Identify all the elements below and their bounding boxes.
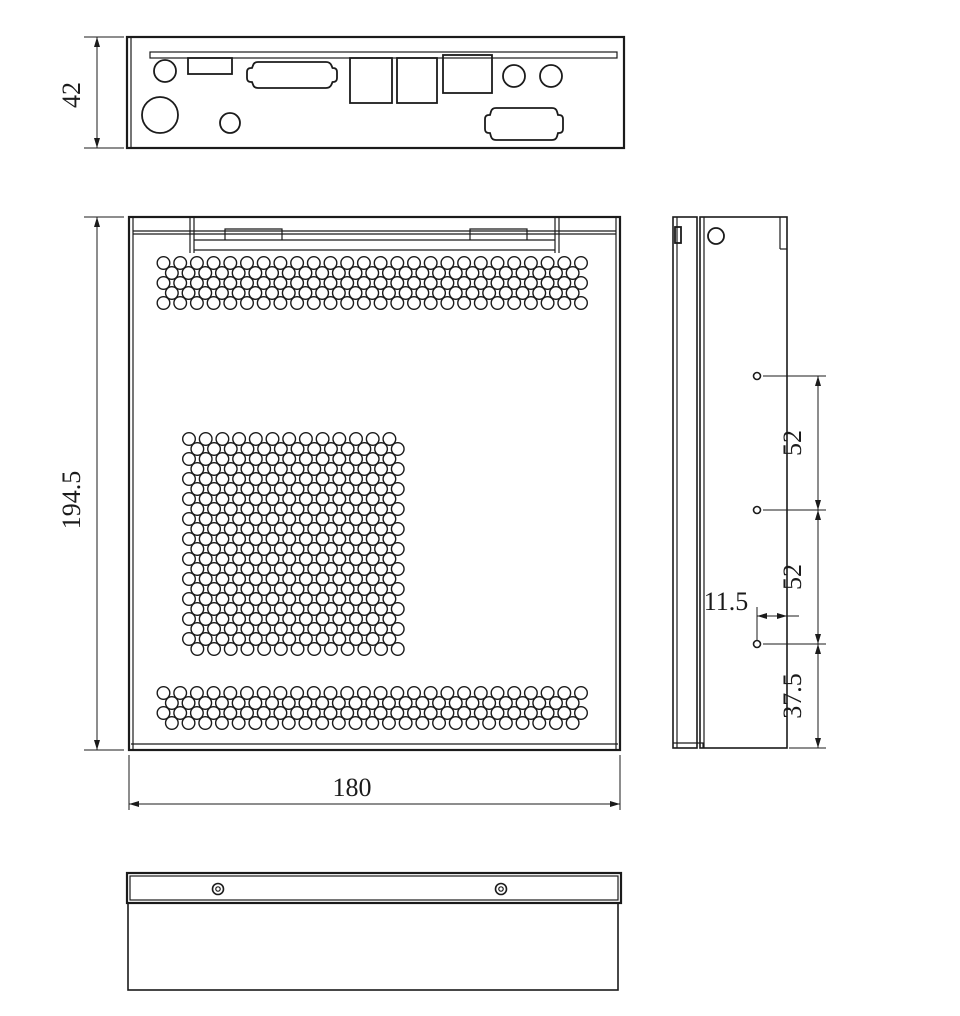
vent-hole: [374, 297, 387, 310]
vent-hole: [550, 717, 563, 730]
dim-text-37-5: 37.5: [778, 673, 807, 719]
arrowhead-right: [610, 801, 620, 807]
vent-band-top: [157, 257, 587, 310]
bottom-view: [127, 873, 621, 990]
round-hole-small-2: [220, 113, 240, 133]
d-sub-connector-top: [247, 62, 337, 88]
arrowhead-down: [94, 138, 100, 148]
arrowhead-down: [94, 740, 100, 750]
vent-hole: [558, 297, 571, 310]
arrowhead-up: [815, 510, 821, 520]
bottom-body-outline: [128, 903, 618, 990]
vent-hole: [224, 643, 237, 656]
vent-hole: [191, 297, 204, 310]
vent-hole: [157, 297, 170, 310]
vent-hole: [182, 717, 195, 730]
vent-hole: [232, 717, 245, 730]
vent-hole: [349, 717, 362, 730]
dimension-42: [57, 37, 124, 148]
side-body-outline: [700, 217, 787, 748]
vent-hole: [508, 297, 521, 310]
vent-hole: [475, 297, 488, 310]
dim-text-180: 180: [332, 773, 372, 802]
vent-hole: [483, 717, 496, 730]
vent-hole: [224, 297, 237, 310]
vent-hole: [325, 643, 338, 656]
vent-hole: [241, 643, 254, 656]
vent-hole: [575, 297, 588, 310]
vent-hole: [383, 717, 396, 730]
side-dimensions: [704, 376, 826, 748]
dim-text-52-upper: 52: [778, 430, 807, 456]
vent-hole: [316, 717, 329, 730]
arrowhead-up: [815, 376, 821, 386]
vent-hole: [466, 717, 479, 730]
vent-hole: [341, 297, 354, 310]
vent-hole: [416, 717, 429, 730]
vent-hole: [282, 717, 295, 730]
side-top-hole: [708, 228, 724, 244]
dim-text-194-5: 194.5: [57, 470, 86, 530]
vent-hole: [166, 717, 179, 730]
vent-hole: [424, 297, 437, 310]
vent-hole: [191, 643, 204, 656]
dim-text-11-5: 11.5: [703, 587, 749, 616]
mount-hole-1: [754, 373, 761, 380]
vent-hole: [399, 717, 412, 730]
bottom-band-outline: [127, 873, 621, 903]
vent-hole: [308, 643, 321, 656]
vent-hole: [341, 643, 354, 656]
vent-hole: [391, 643, 404, 656]
screw-hole-1-outer: [213, 884, 224, 895]
round-hole-small-1: [154, 60, 176, 82]
vent-hole: [291, 297, 304, 310]
vent-hole: [516, 717, 529, 730]
d-sub-connector-bottom: [485, 108, 563, 140]
mount-hole-2: [754, 507, 761, 514]
mount-hole-3: [754, 641, 761, 648]
round-jack-1: [503, 65, 525, 87]
vent-hole: [216, 717, 229, 730]
vent-hole: [324, 297, 337, 310]
vent-hole: [458, 297, 471, 310]
vent-hole: [207, 297, 220, 310]
square-port-2: [397, 58, 437, 103]
dimension-180: [129, 755, 620, 810]
arrowhead-up: [815, 644, 821, 654]
vent-hole: [358, 643, 371, 656]
square-port-3: [443, 55, 492, 93]
rear-panel-top-seam: [150, 52, 617, 58]
dim-text-42: 42: [57, 82, 86, 108]
side-flange-notch: [675, 227, 681, 243]
vent-hole: [433, 717, 446, 730]
vent-hole: [266, 717, 279, 730]
dimension-194-5: [57, 217, 124, 750]
vent-hole: [358, 297, 371, 310]
vent-hole: [274, 297, 287, 310]
screw-hole-1-inner: [216, 887, 220, 891]
bottom-band-inner: [130, 876, 618, 900]
vent-hole: [566, 717, 579, 730]
vent-hole: [391, 297, 404, 310]
square-port-1: [350, 58, 392, 103]
vent-hole: [533, 717, 546, 730]
vent-block-center: [183, 433, 404, 656]
vent-hole: [500, 717, 513, 730]
vent-hole: [299, 717, 312, 730]
vent-hole: [308, 297, 321, 310]
arrowhead-left: [757, 613, 767, 619]
arrowhead-down: [815, 634, 821, 644]
screw-hole-2-inner: [499, 887, 503, 891]
rear-panel-view: [127, 37, 624, 148]
vent-hole: [208, 643, 221, 656]
vent-hole: [333, 717, 346, 730]
vent-hole: [241, 297, 254, 310]
vent-band-bottom: [157, 687, 587, 730]
screw-hole-2-outer: [496, 884, 507, 895]
arrowhead-right: [777, 613, 787, 619]
vent-hole: [199, 717, 212, 730]
vent-hole: [275, 643, 288, 656]
vent-hole: [375, 643, 388, 656]
arrowhead-down: [815, 738, 821, 748]
vent-hole: [366, 717, 379, 730]
vent-hole: [491, 297, 504, 310]
arrowhead-left: [129, 801, 139, 807]
vent-hole: [291, 643, 304, 656]
vent-hole: [541, 297, 554, 310]
round-hole-large: [142, 97, 178, 133]
arrowhead-up: [94, 37, 100, 47]
vent-hole: [525, 297, 538, 310]
side-profile-view: [673, 217, 787, 748]
vent-hole: [249, 717, 262, 730]
rear-panel-outline: [127, 37, 624, 148]
vent-hole: [408, 297, 421, 310]
vent-hole: [257, 297, 270, 310]
arrowhead-down: [815, 500, 821, 510]
vent-hole: [258, 643, 271, 656]
vent-hole: [449, 717, 462, 730]
cover-view: [129, 217, 620, 750]
rect-cutout: [188, 58, 232, 74]
arrowhead-up: [94, 217, 100, 227]
vent-hole: [174, 297, 187, 310]
vent-hole: [441, 297, 454, 310]
round-jack-2: [540, 65, 562, 87]
dim-text-52-lower: 52: [778, 564, 807, 590]
